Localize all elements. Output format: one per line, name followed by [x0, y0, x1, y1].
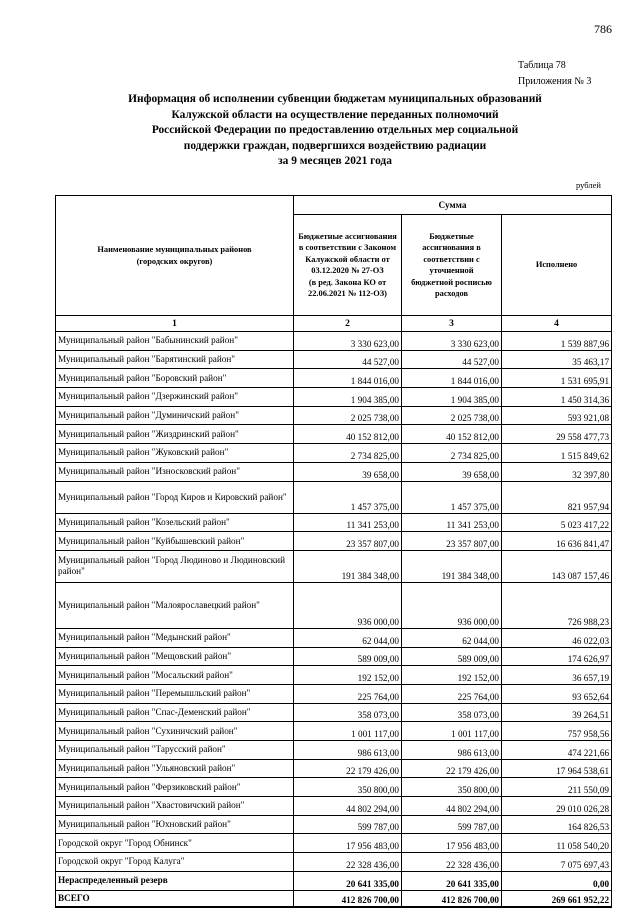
- column-number: 2: [294, 316, 402, 332]
- executed: 757 958,56: [502, 722, 612, 741]
- table-row: [56, 741, 612, 760]
- budget-revised: 986 613,00: [402, 741, 502, 760]
- total-row: [56, 890, 612, 907]
- budget-law: 11 341 253,00: [294, 513, 402, 532]
- executed: 5 023 417,22: [502, 513, 612, 532]
- appendix-ref: Приложения № 3: [518, 76, 592, 87]
- table-row: [56, 425, 612, 444]
- table-row: [56, 388, 612, 407]
- header-col3-line: уточненной: [429, 266, 474, 275]
- header-sum: Сумма: [294, 196, 612, 215]
- header-col3-line: бюджетной росписью: [411, 277, 492, 287]
- header-col3-line: ассигнования в: [422, 243, 481, 252]
- header-col3-line: расходов: [434, 289, 468, 298]
- table-row: [56, 684, 612, 703]
- budget-law: 39 658,00: [294, 462, 402, 481]
- title-line: Российской Федерации по предоставлению отдельных мер социальной: [151, 124, 519, 137]
- executed: 0,00: [502, 871, 612, 890]
- budget-revised: 44 802 294,00: [402, 797, 502, 816]
- header-col3-line: соответствии с: [423, 254, 480, 264]
- table-row: [56, 369, 612, 388]
- table-row: [56, 703, 612, 722]
- executed: 29 558 477,73: [502, 425, 612, 444]
- district-name: Муниципальный район "Износковский район": [56, 462, 294, 481]
- header-col3: [402, 215, 502, 316]
- subvention-table: [55, 195, 612, 908]
- budget-law: 225 764,00: [294, 684, 402, 703]
- budget-revised: 40 152 812,00: [402, 425, 502, 444]
- table-row: [56, 666, 612, 685]
- budget-revised: 3 330 623,00: [402, 332, 502, 351]
- header-col2-line: 03.12.2020 № 27-ОЗ: [311, 266, 384, 275]
- budget-law: 44 802 294,00: [294, 797, 402, 816]
- district-name: Муниципальный район "Город Людиново и Людиновский район": [56, 550, 294, 582]
- district-name: Городской округ "Город Калуга": [56, 853, 294, 872]
- reserve-name: Нераспределенный резерв: [56, 871, 294, 890]
- executed: 32 397,80: [502, 462, 612, 481]
- budget-law: 44 527,00: [294, 350, 402, 369]
- district-name: Муниципальный район "Медынский район": [56, 628, 294, 647]
- table-row: [56, 406, 612, 425]
- table-row: [56, 550, 612, 582]
- budget-law: 192 152,00: [294, 666, 402, 685]
- district-name: Муниципальный район "Бабынинский район": [56, 332, 294, 351]
- budget-law: 358 073,00: [294, 703, 402, 722]
- budget-revised: 191 384 348,00: [402, 550, 502, 582]
- header-col2-line: Калужской области от: [305, 254, 390, 264]
- budget-law: 2 025 738,00: [294, 406, 402, 425]
- reserve-row: [56, 871, 612, 890]
- budget-revised: 17 956 483,00: [402, 834, 502, 853]
- budget-law: 1 001 117,00: [294, 722, 402, 741]
- executed: 39 264,51: [502, 703, 612, 722]
- table-row: [56, 647, 612, 666]
- district-name: Муниципальный район "Юхновский район": [56, 815, 294, 834]
- budget-revised: 2 025 738,00: [402, 406, 502, 425]
- executed: 93 652,64: [502, 684, 612, 703]
- header-col2-line: 22.06.2021 № 112-ОЗ): [308, 289, 387, 298]
- executed: 29 010 026,28: [502, 797, 612, 816]
- table-row: [56, 532, 612, 551]
- title-line: за 9 месяцев 2021 года: [278, 155, 392, 168]
- budget-revised: 22 179 426,00: [402, 759, 502, 778]
- budget-law: 17 956 483,00: [294, 834, 402, 853]
- table-row: [56, 481, 612, 513]
- header-col2-line: (в ред. Закона КО от: [308, 277, 387, 287]
- page-number: 786: [594, 22, 612, 36]
- budget-revised: 1 904 385,00: [402, 388, 502, 407]
- budget-law: 22 179 426,00: [294, 759, 402, 778]
- units-label: рублей: [576, 180, 601, 190]
- budget-law: 412 826 700,00: [294, 890, 402, 907]
- table-row: [56, 582, 612, 628]
- executed: 16 636 841,47: [502, 532, 612, 551]
- budget-law: 599 787,00: [294, 815, 402, 834]
- district-name: Муниципальный район "Козельский район": [56, 513, 294, 532]
- table-row: [56, 815, 612, 834]
- district-name: Муниципальный район "Думиничский район": [56, 406, 294, 425]
- district-name: Городской округ "Город Обнинск": [56, 834, 294, 853]
- budget-revised: 39 658,00: [402, 462, 502, 481]
- district-name: Муниципальный район "Тарусский район": [56, 741, 294, 760]
- executed: 143 087 157,46: [502, 550, 612, 582]
- budget-law: 40 152 812,00: [294, 425, 402, 444]
- executed: 174 626,97: [502, 647, 612, 666]
- district-name: Муниципальный район "Дзержинский район": [56, 388, 294, 407]
- budget-revised: 11 341 253,00: [402, 513, 502, 532]
- table-row: [56, 628, 612, 647]
- district-name: Муниципальный район "Город Киров и Кировский район": [56, 481, 294, 513]
- table-row: [56, 444, 612, 463]
- district-name: Муниципальный район "Боровский район": [56, 369, 294, 388]
- district-name: Муниципальный район "Барятинский район": [56, 350, 294, 369]
- budget-revised: 225 764,00: [402, 684, 502, 703]
- title-line: Калужской области на осуществление переданных полномочий: [171, 108, 499, 121]
- district-name: Муниципальный район "Спас-Деменский район": [56, 703, 294, 722]
- budget-law: 1 457 375,00: [294, 481, 402, 513]
- header-col2-line: в соответствии с Законом: [298, 243, 397, 252]
- budget-revised: 599 787,00: [402, 815, 502, 834]
- budget-law: 2 734 825,00: [294, 444, 402, 463]
- header-col3-line: Бюджетные: [429, 231, 474, 241]
- budget-revised: 412 826 700,00: [402, 890, 502, 907]
- executed: 821 957,94: [502, 481, 612, 513]
- budget-revised: 20 641 335,00: [402, 871, 502, 890]
- header-name-line: Наименование муниципальных районов: [97, 244, 252, 254]
- district-name: Муниципальный район "Ферзиковский район": [56, 778, 294, 797]
- table-row: [56, 350, 612, 369]
- table-reference: [518, 58, 591, 90]
- budget-law: 350 800,00: [294, 778, 402, 797]
- table-row: [56, 759, 612, 778]
- budget-revised: 192 152,00: [402, 666, 502, 685]
- table-row: [56, 462, 612, 481]
- executed: 36 657,19: [502, 666, 612, 685]
- header-name-cell: [56, 196, 294, 316]
- executed: 1 515 849,62: [502, 444, 612, 463]
- title-line: Информация об исполнении субвенции бюджетам муниципальных образований: [128, 93, 542, 105]
- district-name: Муниципальный район "Малоярославецкий район": [56, 582, 294, 628]
- title-line: поддержки граждан, подвергшихся воздействию радиации: [183, 139, 487, 152]
- table-row: [56, 853, 612, 872]
- header-col2: [294, 215, 402, 316]
- table-row: [56, 834, 612, 853]
- budget-revised: 22 328 436,00: [402, 853, 502, 872]
- budget-law: 1 844 016,00: [294, 369, 402, 388]
- executed: 164 826,53: [502, 815, 612, 834]
- budget-revised: 2 734 825,00: [402, 444, 502, 463]
- budget-revised: 44 527,00: [402, 350, 502, 369]
- budget-law: 936 000,00: [294, 582, 402, 628]
- budget-revised: 350 800,00: [402, 778, 502, 797]
- executed: 211 550,09: [502, 778, 612, 797]
- column-number: 1: [56, 316, 294, 332]
- column-number: 4: [502, 316, 612, 332]
- executed: 1 450 314,36: [502, 388, 612, 407]
- table-row: [56, 778, 612, 797]
- executed: 1 531 695,91: [502, 369, 612, 388]
- table-ref: Таблица 78: [518, 60, 566, 71]
- budget-revised: 936 000,00: [402, 582, 502, 628]
- table-row: [56, 332, 612, 351]
- budget-revised: 1 844 016,00: [402, 369, 502, 388]
- table-row: [56, 722, 612, 741]
- budget-revised: 62 044,00: [402, 628, 502, 647]
- budget-law: 589 009,00: [294, 647, 402, 666]
- district-name: Муниципальный район "Мещовский район": [56, 647, 294, 666]
- header-name-line: (городских округов): [136, 256, 213, 266]
- executed: 17 964 538,61: [502, 759, 612, 778]
- table-row: [56, 797, 612, 816]
- district-name: Муниципальный район "Перемышльский район": [56, 684, 294, 703]
- district-name: Муниципальный район "Ульяновский район": [56, 759, 294, 778]
- header-col2-line: Бюджетные ассигнования: [298, 231, 397, 241]
- budget-law: 20 641 335,00: [294, 871, 402, 890]
- executed: 726 988,23: [502, 582, 612, 628]
- budget-revised: 1 457 375,00: [402, 481, 502, 513]
- budget-revised: 1 001 117,00: [402, 722, 502, 741]
- budget-law: 191 384 348,00: [294, 550, 402, 582]
- executed: 593 921,08: [502, 406, 612, 425]
- executed: 7 075 697,43: [502, 853, 612, 872]
- executed: 11 058 540,20: [502, 834, 612, 853]
- budget-law: 986 613,00: [294, 741, 402, 760]
- executed: 46 022,03: [502, 628, 612, 647]
- budget-law: 22 328 436,00: [294, 853, 402, 872]
- district-name: Муниципальный район "Хвастовичский район": [56, 797, 294, 816]
- budget-law: 62 044,00: [294, 628, 402, 647]
- budget-revised: 23 357 807,00: [402, 532, 502, 551]
- budget-law: 23 357 807,00: [294, 532, 402, 551]
- district-name: Муниципальный район "Куйбышевский район": [56, 532, 294, 551]
- header-col4: Исполнено: [502, 215, 612, 316]
- total-label: ВСЕГО: [56, 890, 294, 907]
- district-name: Муниципальный район "Жуковский район": [56, 444, 294, 463]
- budget-law: 3 330 623,00: [294, 332, 402, 351]
- budget-revised: 589 009,00: [402, 647, 502, 666]
- executed: 1 539 887,96: [502, 332, 612, 351]
- budget-law: 1 904 385,00: [294, 388, 402, 407]
- executed: 474 221,66: [502, 741, 612, 760]
- district-name: Муниципальный район "Жиздринский район": [56, 425, 294, 444]
- document-title: [90, 92, 580, 170]
- district-name: Муниципальный район "Мосальский район": [56, 666, 294, 685]
- district-name: Муниципальный район "Сухиничский район": [56, 722, 294, 741]
- executed: 269 661 952,22: [502, 890, 612, 907]
- table-row: [56, 513, 612, 532]
- executed: 35 463,17: [502, 350, 612, 369]
- column-number: 3: [402, 316, 502, 332]
- budget-revised: 358 073,00: [402, 703, 502, 722]
